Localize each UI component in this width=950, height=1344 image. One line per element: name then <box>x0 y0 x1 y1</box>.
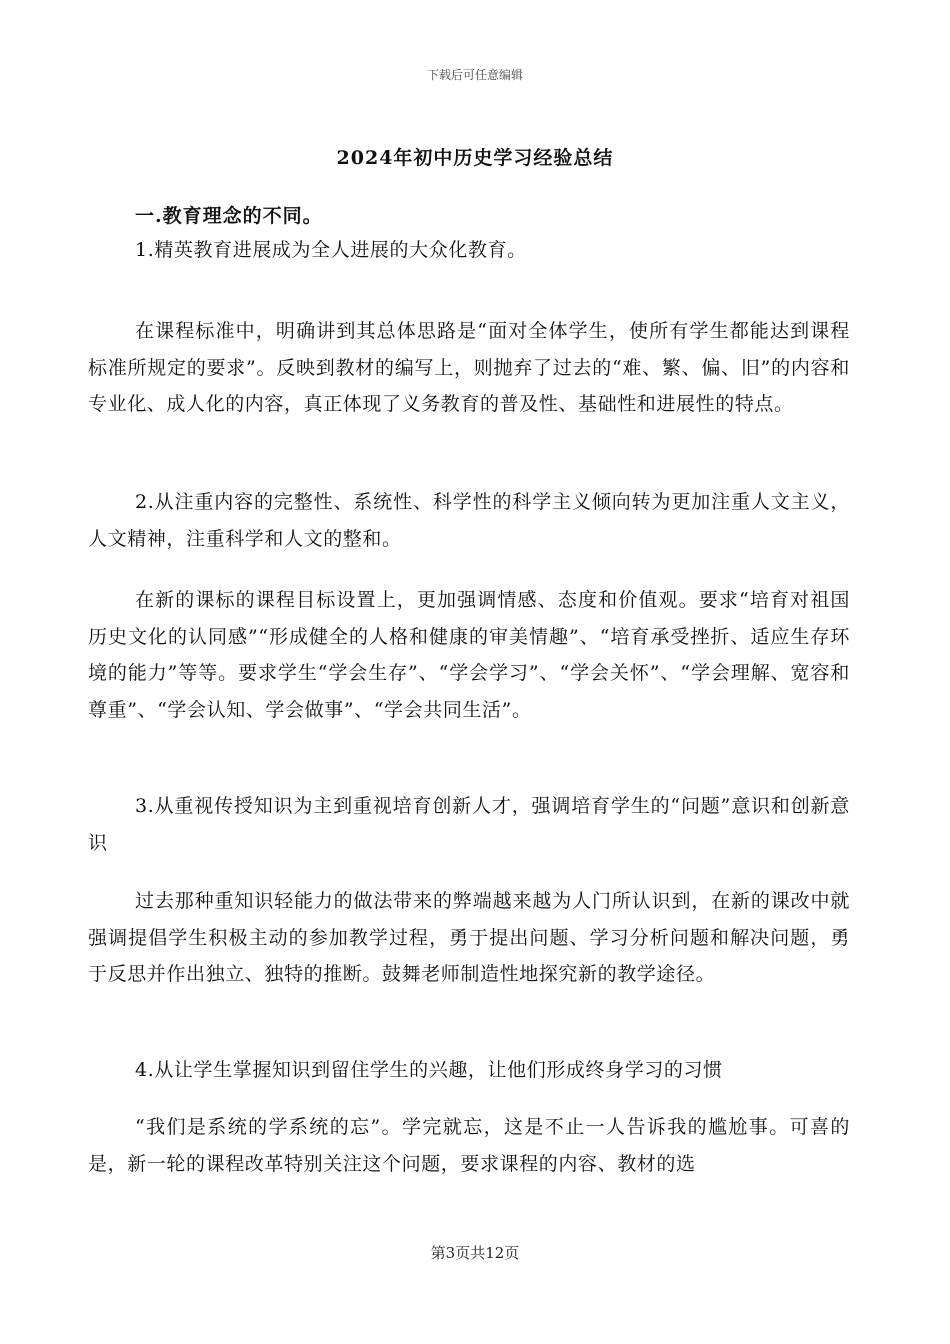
paragraph-point-4: 4.从让学生掌握知识到留住学生的兴趣，让他们形成终身学习的习惯 <box>135 1059 723 1081</box>
paragraph-point-2: 2.从注重内容的完整性、系统性、科学性的科学主义倾向转为更加注重人文主义，人文精神，注重科学和人文的整和。 <box>88 491 850 550</box>
paragraph-body-4: “我们是系统的学系统的忘”。学完就忘，这是不止一人告诉我的尴尬事。可喜的是，新一轮的课程改革特别关注这个问题，要求课程的内容、教材的选 <box>88 1116 850 1175</box>
section-heading: 一.教育理念的不同。 <box>135 205 323 227</box>
paragraph-body-1: 在课程标准中，明确讲到其总体思路是“面对全体学生，使所有学生都能达到课程标准所规定的要求”。反映到教材的编写上，则抛弃了过去的“难、繁、偏、旧”的内容和专业化、成人化的内容，真正体现了义务教育的普及性、基础性和进展性的特点。 <box>88 320 850 415</box>
paragraph-body-2: 在新的课标的课程目标设置上，更加强调情感、态度和价值观。要求“培育对祖国历史文化的认同感”“形成健全的人格和健康的审美情趣”、“培育承受挫折、适应生存环境的能力”等等。要求学生“学会生存”、“学会学习”、“学会关怀”、“学会理解、宽容和尊重”、“学会认知、学会做事”、“学会共同生活”。 <box>88 589 850 721</box>
header-note: 下载后可任意编辑 <box>426 68 523 82</box>
paragraph-point-3: 3.从重视传授知识为主到重视培育创新人才，强调培育学生的“问题”意识和创新意识 <box>88 795 850 854</box>
paragraph-point-1: 1.精英教育进展成为全人进展的大众化教育。 <box>135 239 527 261</box>
paragraph-body-3: 过去那种重知识轻能力的做法带来的弊端越来越为人门所认识到，在新的课改中就强调提倡学生积极主动的参加教学过程，勇于提出问题、学习分析问题和解决问题，勇于反思并作出独立、独特的推断。鼓舞老师制造性地探究新的教学途径。 <box>88 890 850 985</box>
page-title: 2024年初中历史学习经验总结 <box>336 147 614 169</box>
page-number: 第3页共12页 <box>430 1244 520 1262</box>
